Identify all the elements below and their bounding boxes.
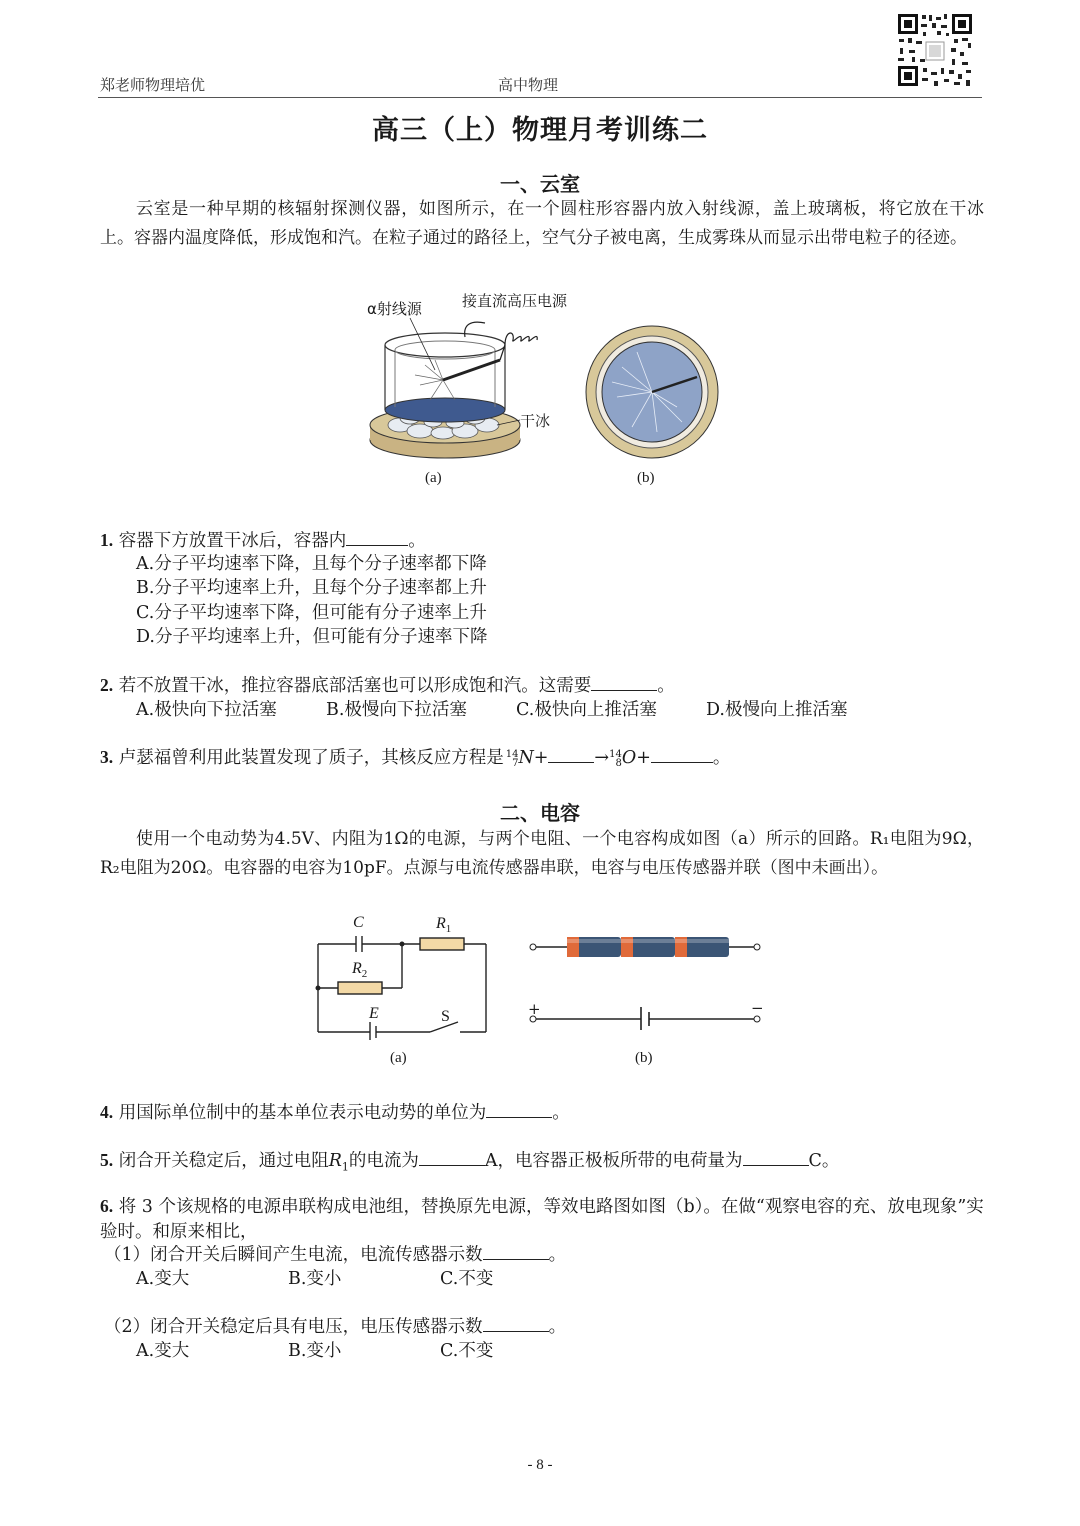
q2-option-b[interactable]: B.极慢向下拉活塞: [326, 700, 467, 720]
caption-fig1b: (b): [637, 470, 655, 486]
question-stem: 将 3 个该规格的电源串联构成电池组，替换原先电源，等效电路图如图（b）。在做“观察电容的充、放电现象”实验时。和原来相比，: [100, 1197, 984, 1242]
oxygen-symbol: O: [621, 748, 637, 768]
nitrogen-numbers: [506, 750, 519, 768]
resistor-symbol: R: [328, 1151, 342, 1171]
oxygen-numbers: [609, 750, 622, 768]
q6-sub1: [104, 1243, 988, 1267]
punctuation: 。: [657, 676, 675, 696]
unit-text: A，电容器正极板所带的电荷量为: [484, 1151, 743, 1171]
resistor-subscript: 1: [341, 1160, 349, 1174]
question-number: 4.: [100, 1102, 114, 1122]
question-number: 2.: [100, 675, 114, 695]
q2-option-d[interactable]: D.极慢向上推活塞: [706, 700, 848, 720]
label-R2-letter: R: [352, 960, 362, 977]
q2-option-c[interactable]: C.极快向上推活塞: [516, 700, 657, 720]
question-2: [100, 673, 984, 698]
label-E: E: [369, 1005, 379, 1022]
punctuation: 。: [548, 1317, 567, 1337]
section-heading-capacitor: 二、电容: [500, 801, 580, 825]
circuit-figure-a: [310, 910, 500, 1040]
label-S: S: [441, 1008, 450, 1025]
question-stem: 容器下方放置干冰后，容器内: [118, 531, 347, 551]
battery-stack-figure-b: [525, 925, 770, 1030]
label-R2-sub: 2: [361, 968, 368, 981]
plus-sign: +: [636, 748, 651, 768]
question-stem-cont: 的电流为: [348, 1151, 419, 1171]
nitrogen-symbol: N: [518, 748, 534, 768]
q6-sub2-stem: （2）闭合开关稳定后具有电压，电压传感器示数: [104, 1317, 483, 1337]
q6-sub2-option-c[interactable]: C.不变: [440, 1341, 494, 1361]
answer-blank[interactable]: [346, 529, 408, 546]
header-center: 高中物理: [498, 76, 559, 94]
unit-text: C。: [808, 1151, 840, 1171]
oxygen-charge: 8: [615, 757, 622, 769]
label-R1-sub: 1: [445, 923, 452, 936]
punctuation: 。: [712, 748, 731, 768]
label-C: C: [353, 914, 364, 931]
question-stem: 用国际单位制中的基本单位表示电动势的单位为: [118, 1103, 487, 1123]
nitrogen-mass: 14: [505, 748, 519, 760]
answer-blank[interactable]: [651, 746, 713, 763]
question-1: [100, 528, 984, 553]
label-R2: [352, 960, 367, 980]
q6-sub2-option-b[interactable]: B.变小: [288, 1341, 342, 1361]
question-number: 6.: [100, 1196, 114, 1216]
q1-option-b[interactable]: B.分子平均速率上升，且每个分子速率都上升: [136, 578, 487, 598]
oxygen-mass: 14: [609, 748, 622, 760]
label-dc-power: 接直流高压电源: [462, 292, 568, 310]
plus-sign: +: [533, 748, 549, 768]
q1-option-c[interactable]: C.分子平均速率下降，但可能有分子速率上升: [136, 603, 487, 623]
nitrogen-charge: 7: [512, 757, 519, 769]
label-alpha-source: α射线源: [367, 300, 422, 318]
question-6: [100, 1194, 984, 1245]
answer-blank[interactable]: [419, 1149, 485, 1166]
section-heading-cloud-chamber: 一、云室: [500, 172, 580, 196]
answer-blank[interactable]: [743, 1149, 809, 1166]
question-stem: 卢瑟福曾利用此装置发现了质子，其核反应方程是: [118, 748, 504, 768]
q6-sub1-option-a[interactable]: A.变大: [136, 1269, 190, 1289]
answer-blank[interactable]: [486, 1101, 552, 1118]
q2-option-a[interactable]: A.极快向下拉活塞: [136, 700, 277, 720]
answer-blank[interactable]: [483, 1315, 549, 1332]
label-dry-ice: 干冰: [520, 412, 551, 430]
q6-sub2-option-a[interactable]: A.变大: [136, 1341, 190, 1361]
header-left: 郑老师物理培优: [100, 76, 206, 94]
punctuation: 。: [408, 531, 426, 551]
reaction-arrow: →: [594, 748, 610, 768]
section2-intro: 使用一个电动势为4.5V、内阻为1Ω的电源，与两个电阻、一个电容构成如图（a）所示的回路。R₁电阻为9Ω，R₂电阻为20Ω。电容器的电容为10pF。点源与电流传感器串联，电容与电压传感器并联（图中未画出）。: [100, 829, 984, 878]
answer-blank[interactable]: [591, 674, 657, 691]
q6-sub1-option-b[interactable]: B.变小: [288, 1269, 342, 1289]
q6-sub1-option-c[interactable]: C.不变: [440, 1269, 494, 1289]
header-rule: [98, 97, 982, 98]
label-R1: [436, 915, 451, 935]
answer-blank[interactable]: [483, 1243, 549, 1260]
question-number: 3.: [100, 747, 114, 767]
section1-intro: 云室是一种早期的核辐射探测仪器，如图所示，在一个圆柱形容器内放入射线源，盖上玻璃板，将它放在干冰上。容器内温度降低，形成饱和汽。在粒子通过的路径上，空气分子被电离，生成雾珠从而显示出带电粒子的径迹。: [100, 199, 984, 248]
page-title: 高三（上）物理月考训练二: [372, 115, 708, 146]
cloud-chamber-figure-b: [582, 322, 722, 462]
caption-fig1a: (a): [425, 470, 442, 486]
punctuation: 。: [552, 1103, 570, 1123]
label-minus: −: [751, 999, 764, 1017]
page-number: - 8 -: [527, 1457, 553, 1473]
question-stem: 若不放置干冰，推拉容器底部活塞也可以形成饱和汽。这需要: [118, 676, 592, 696]
q1-option-d[interactable]: D.分子平均速率上升，但可能有分子速率下降: [136, 627, 488, 647]
q6-sub1-stem: （1）闭合开关后瞬间产生电流，电流传感器示数: [104, 1245, 483, 1265]
label-plus: +: [528, 1000, 541, 1018]
qr-code-icon: [896, 12, 974, 88]
answer-blank[interactable]: [548, 746, 594, 763]
q6-sub2: [104, 1315, 988, 1339]
q1-option-a[interactable]: A.分子平均速率下降，且每个分子速率都下降: [136, 554, 487, 574]
question-number: 1.: [100, 530, 114, 550]
question-number: 5.: [100, 1150, 114, 1170]
question-5: [100, 1148, 984, 1180]
caption-fig2b: (b): [635, 1050, 653, 1066]
caption-fig2a: (a): [390, 1050, 407, 1066]
question-3: [100, 745, 984, 770]
question-4: [100, 1100, 984, 1125]
label-R1-letter: R: [436, 915, 446, 932]
question-stem: 闭合开关稳定后，通过电阻: [118, 1151, 329, 1171]
punctuation: 。: [548, 1245, 567, 1265]
